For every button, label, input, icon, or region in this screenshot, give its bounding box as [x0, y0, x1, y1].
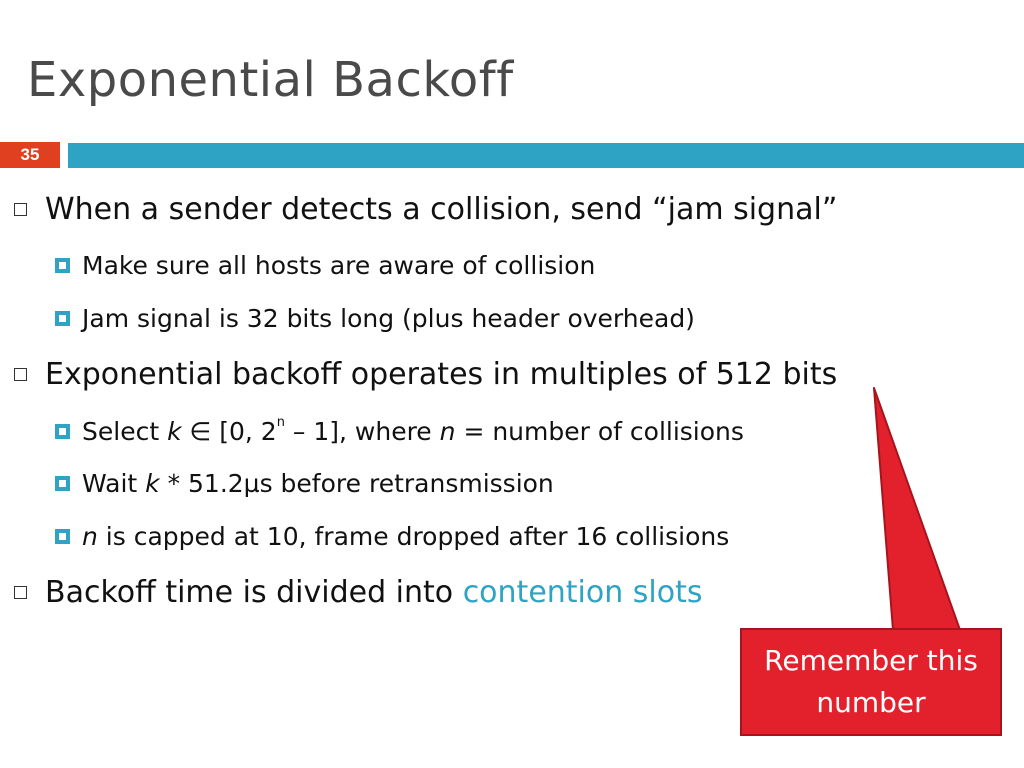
bullet-2-text: Exponential backoff operates in multiples of 512 bits [45, 357, 838, 392]
slide-number: 35 [0, 142, 60, 168]
bullet-2-sub-1-text: Select k ∈ [0, 2$^n$ – 1], where n = number of collisions [82, 415, 744, 446]
bullet-1-text: When a sender detects a collision, send “jam signal” [45, 192, 838, 227]
slide-title: Exponential Backoff [27, 52, 514, 108]
callout-text: Remember this number [764, 644, 978, 719]
bullet-2-sub-3-text: n is capped at 10, frame dropped after 16 collisions [82, 522, 730, 551]
callout-box [740, 628, 1002, 736]
bullet-1-sub-1-text: Make sure all hosts are aware of collision [82, 251, 596, 280]
bullet-3-text: Backoff time is divided into contention slots [45, 575, 703, 610]
contention-slots-highlight: contention slots [462, 575, 703, 610]
bullet-1-sub-2-text: Jam signal is 32 bits long (plus header overhead) [82, 304, 695, 333]
bullet-2-sub-2-text: Wait k * 51.2µs before retransmission [82, 469, 554, 498]
